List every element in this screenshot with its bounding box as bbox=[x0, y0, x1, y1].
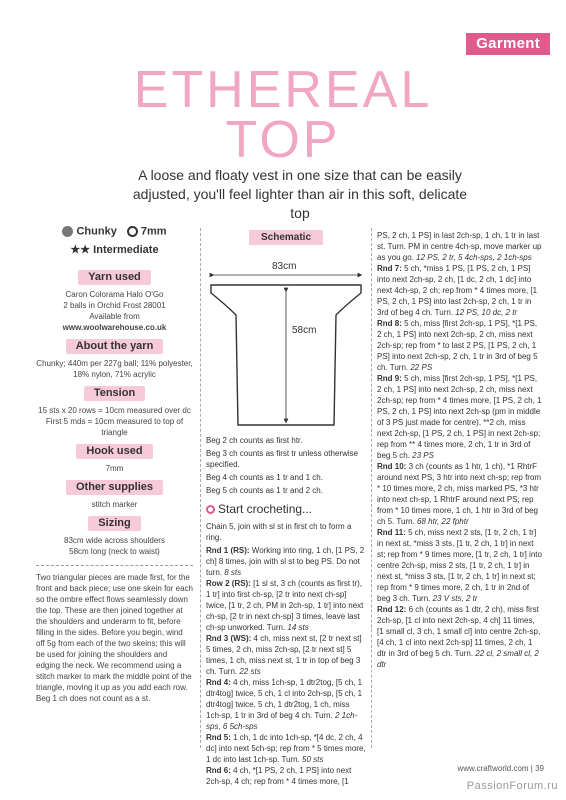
note-1: Beg 2 ch counts as first htr. bbox=[206, 436, 303, 445]
sizing-line-2: 58cm long (neck to waist) bbox=[69, 547, 160, 557]
stitch-count: 14 sts bbox=[287, 623, 309, 632]
round-label: Rnd 5: bbox=[206, 733, 231, 742]
stitch-count: 22 cl, 2 small cl, 2 dtr bbox=[377, 649, 539, 669]
round-text: PS, 2 ch, 1 PS] in last 2ch-sp, 1 ch, 1 tr in last st. Turn. PM in centre 4ch-sp, move marker up as you go. bbox=[377, 231, 542, 262]
weight-label: Chunky bbox=[76, 225, 117, 238]
hook-size-label: 7mm bbox=[140, 225, 167, 238]
length-label: 58cm bbox=[292, 325, 317, 336]
yarn-used-line-2: 2 balls in Orchid Frost 28001 bbox=[63, 301, 166, 311]
pattern-title-line-1: ETHEREAL bbox=[133, 61, 433, 119]
stitch-count: 12 PS, 10 dc, 2 tr bbox=[455, 308, 518, 317]
skill-level-label: ★★ Intermediate bbox=[70, 244, 159, 257]
hook-info bbox=[127, 226, 167, 237]
hook-used-text: 7mm bbox=[105, 464, 124, 474]
round-instruction bbox=[377, 461, 542, 527]
round-instruction bbox=[206, 677, 366, 732]
round-text: [1 sl st, 3 ch (counts as first tr), 1 tr] into first ch-sp, [2 tr into next ch-sp] twice, [1 tr, 2 ch, PM in 2ch-sp, 1 tr] into next ch-sp, [2 tr in next ch-sp] 3 times, leave last ch-sp unworked. Turn. bbox=[206, 579, 364, 632]
round-label: Row 2 (RS): bbox=[206, 579, 251, 588]
intro-instruction: Chain 5, join with sl st in first ch to form a ring. bbox=[206, 522, 352, 542]
stitch-count: 8 sts bbox=[224, 568, 242, 577]
sizing-line-1: 83cm wide across shoulders bbox=[64, 536, 165, 546]
round-text: 4 ch, miss 1ch-sp, 1 dtr2tog, [5 ch, 1 dtr4tog] twice, 5 ch, 1 cl into 2ch-sp, [5 ch, 1 dtr4tog] twice, 5 ch, 1 dtr2tog, 1 ch, miss 1ch-sp, 1 tr in 3rd of beg 4 ch. Turn. bbox=[206, 678, 363, 720]
round-label: Rnd 11: bbox=[377, 528, 406, 537]
note-2: Beg 3 ch counts as first tr unless otherwise specified. bbox=[206, 449, 359, 469]
round-text: 6 ch (counts as 1 dtr, 2 ch), miss first 2ch-sp, [1 cl into next 2ch-sp, 4 ch] 11 times, [1 small cl, 3 ch, 1 small cl] into centre 2ch-sp, [4 ch, 1 cl into next 2ch-sp] 11 times, 2 ch, 1 dtr in 3rd of beg 5 ch. Turn. bbox=[377, 605, 541, 658]
stitch-count: 22 PS bbox=[410, 363, 433, 372]
width-label: 83cm bbox=[272, 261, 297, 272]
round-instruction bbox=[377, 263, 542, 318]
page-footer: www.craftworld.com | 39 bbox=[457, 764, 544, 773]
instructions-column-2 bbox=[377, 230, 542, 670]
round-text: 3 ch (counts as 1 htr, 1 ch), *1 RhtrF around next PS, 3 htr into next ch-sp; rep from * 10 times more, 2 ch, miss marked PS, *3 htr into next ch-sp, 1 RhtrF around next PS; rep from * 10 times more, 1 ch, 1 htr in 3rd of beg ch 5. Turn. bbox=[377, 462, 542, 526]
yarn-ball-icon bbox=[62, 226, 73, 237]
section-tag: Garment bbox=[466, 33, 550, 55]
other-supplies-text: stitch marker bbox=[91, 500, 138, 510]
round-label: Rnd 10: bbox=[377, 462, 407, 471]
watermark: PassionForum.ru bbox=[466, 780, 558, 792]
round-text: 5 ch, miss next 2 sts, [1 tr, 2 ch, 1 tr] in next st, *miss 3 sts, [1 tr, 2 ch, 1 tr] in next st; rep from * 9 times more, [1 tr, 2 ch, 1 tr] into centre 2ch-sp, miss 2 sts, [1 tr, 2 ch, 1 tr] in next st, *miss 3 sts, [1 tr, 2 ch, 1 tr] in next st; rep from * 9 times more, 2 ch, 1 tr in 2nd of beg 3 ch. Turn. bbox=[377, 528, 542, 603]
hook-used-heading: Hook used bbox=[76, 444, 152, 459]
round-instruction bbox=[377, 527, 542, 604]
stitch-count: 23 PS bbox=[412, 451, 434, 460]
round-instruction bbox=[206, 732, 366, 765]
column-divider-1 bbox=[200, 228, 201, 748]
note-4: Beg 5 ch counts as 1 tr and 2 ch. bbox=[206, 486, 323, 495]
round-label: Rnd 3 (WS): bbox=[206, 634, 252, 643]
pattern-title-line-2: TOP bbox=[225, 111, 341, 169]
other-supplies-heading: Other supplies bbox=[66, 480, 163, 495]
weight-info bbox=[62, 226, 116, 237]
round-label: Rnd 7: bbox=[377, 264, 402, 273]
about-yarn-heading: About the yarn bbox=[66, 339, 164, 354]
round-label: Rnd 9: bbox=[377, 374, 402, 383]
round-instruction bbox=[206, 545, 366, 578]
weight-hook-row bbox=[36, 226, 193, 237]
round-text: 5 ch, miss [first 2ch-sp, 1 PS], *[1 PS, 2 ch, 1 PS] into next 2ch-sp, 2 ch, miss next 2ch-sp; rep from * 4 times more, [1 PS, 2 ch, 1 PS, 2 ch, 1 PS] into next 2ch-sp (pm in middle of 3 PS just made for centre), **2 ch, miss next 2ch-sp, [1 PS, 2 ch, 1 PS] in next 2ch-sp; rep from ** 4 times more, 2 ch, 1 tr in 3rd of beg 5 ch. bbox=[377, 374, 542, 460]
schematic-heading: Schematic bbox=[249, 230, 323, 245]
round-label: Rnd 4: bbox=[206, 678, 231, 687]
round-list-2 bbox=[377, 230, 542, 670]
sizing-heading: Sizing bbox=[88, 516, 140, 531]
round-text: 5 ch, *miss 1 PS, [1 PS, 2 ch, 1 PS] into next 2ch-sp, 2 ch, [1 dc, 2 ch, 1 dc] into next 4ch-sp, 2 ch; rep from * 4 times more, [1 PS, 2 ch, 1 PS] into last 2ch-sp, 2 ch, 1 tr in 3rd of beg 4 ch. Turn. bbox=[377, 264, 538, 317]
stitch-count: 22 sts bbox=[239, 667, 261, 676]
start-dot-icon bbox=[206, 505, 215, 514]
round-instruction bbox=[377, 604, 542, 670]
round-list-1 bbox=[206, 545, 366, 787]
stitch-count: 68 htr, 22 fphtr bbox=[417, 517, 469, 526]
column-divider-2 bbox=[371, 228, 372, 748]
schematic-svg bbox=[206, 245, 366, 435]
round-instruction bbox=[377, 318, 542, 373]
materials-column bbox=[36, 226, 193, 704]
tension-text: 15 sts x 20 rows = 10cm measured over dc First 5 mds = 10cm measured to top of triangle bbox=[38, 406, 191, 438]
yarn-used-line-3: Available from bbox=[89, 312, 140, 322]
yarn-used-heading: Yarn used bbox=[78, 270, 151, 285]
stitch-count: 50 sts bbox=[302, 755, 324, 764]
round-instruction bbox=[377, 373, 542, 461]
round-label: Rnd 8: bbox=[377, 319, 402, 328]
round-instruction bbox=[206, 765, 366, 787]
note-3: Beg 4 ch counts as 1 tr and 1 ch. bbox=[206, 473, 323, 482]
hook-icon bbox=[127, 226, 138, 237]
start-crocheting-label: Start crocheting... bbox=[218, 502, 313, 516]
about-yarn-text: Chunky; 440m per 227g ball; 11% polyester, 18% nylon, 71% acrylic bbox=[36, 359, 193, 380]
round-label: Rnd 1 (RS): bbox=[206, 546, 250, 555]
round-instruction bbox=[377, 230, 542, 263]
stitch-count: 12 PS, 2 tr, 5 4ch-sps, 2 1ch-sps bbox=[416, 253, 532, 262]
round-text: 1 ch, 1 dc into 1ch-sp, *[4 dc, 2 ch, 4 dc] into next 5ch-sp; rep from * 5 times more, 1 dc into last 1ch-sp. Turn. bbox=[206, 733, 366, 764]
stitch-count: 23 V sts, 2 tr bbox=[432, 594, 478, 603]
intro-paragraph: Two triangular pieces are made first, for the front and back piece; use one skein for each so the ombre effect flows seamlessly down the top. These are then joined together at the shoulders and underarm to fit, before filling in the sides. Before you begin, wind off 5g from each of the two skeins; this will be used for joining the shoulders and edging the neck. We recommend using a stitch marker to mark the middle point of the triangle, moving it up as you add each row. Beg 1 ch does not count as a st. bbox=[36, 565, 193, 704]
round-label: Rnd 12: bbox=[377, 605, 407, 614]
start-crocheting-heading bbox=[206, 504, 366, 515]
pattern-subtitle: A loose and floaty vest in one size that can be easily adjusted, you'll feel lighter than air in this soft, delicate top bbox=[132, 167, 468, 221]
tension-heading: Tension bbox=[84, 386, 145, 401]
schematic-diagram bbox=[206, 245, 366, 435]
round-label: Rnd 6: bbox=[206, 766, 231, 775]
round-text: Working into ring, 1 ch, [1 PS, 2 ch] 8 times, join with sl st to beg PS. Do not turn. bbox=[206, 546, 365, 577]
round-text: 4 ch, *[1 PS, 2 ch, 1 PS] into next 2ch-sp, 4 ch; rep from * 4 times more, [1 bbox=[206, 766, 352, 786]
round-text: 4 ch, miss next st, [2 tr next st] 5 times, 2 ch, miss 2ch-sp, [2 tr next st] 5 times, 1 ch, miss next st, 1 tr in top of beg 3 ch. Turn. bbox=[206, 634, 362, 676]
round-instruction bbox=[206, 578, 366, 633]
instructions-column-1 bbox=[206, 230, 366, 787]
round-instruction bbox=[206, 633, 366, 677]
yarn-supplier-link[interactable]: www.woolwarehouse.co.uk bbox=[62, 323, 167, 333]
round-text: 5 ch, miss [first 2ch-sp, 1 PS], *[1 PS, 2 ch, 1 PS] into next 2ch-sp, 2 ch, miss next 2ch-sp; rep from * to last 2 PS, [1 PS, 2 ch, 1 PS] into next 2ch-sp, 2 ch, 1 tr in 3rd of beg 5 ch. Turn. bbox=[377, 319, 538, 372]
skill-level bbox=[36, 245, 193, 256]
yarn-used-line-1: Caron Colorama Halo O'Go bbox=[65, 290, 164, 300]
stitch-count: 2 1ch-sps, 6 5ch-sps bbox=[206, 711, 358, 731]
